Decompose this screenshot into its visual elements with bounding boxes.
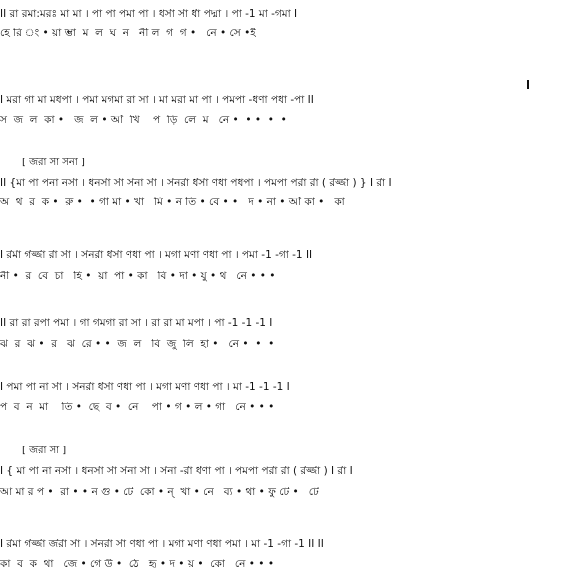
lyric-line-6: প ব ন মা তি • ছে ব • নে পা • গ • ল • গা নে • • • <box>0 402 275 413</box>
notation-line-5: II রা রা রপা পমা । গা গমগা রা সা । রা রা মা মপা । পা -1 -1 -1 I <box>0 318 273 329</box>
lyric-line-4: নী • র বে চা হি • য়া পা • কা বি • দা • যু • থ নে • • • <box>0 271 276 282</box>
notation-line-1: II রা রমা:মরঃ মা মা । পা পা পমা পা । ধর্সা র্সা র্ধা পদ্মা । পা -1 মা -গমা I <box>0 9 298 20</box>
notation-line-2: I মরা গা মা মধপা । পমা মগমা রা সা । মা মরা মা পা । পমপা -ধণা পধা -পা II <box>0 95 314 106</box>
bracket-label-1: [ র্জর্রা র্সা র্সনা ] <box>22 158 85 168</box>
notation-line-6: I পমা পা না র্সা । র্সনর্রা র্ধর্সা ণধা পা । মগা মণা ণধা পা । মা -1 -1 -1 I <box>0 382 290 393</box>
notation-line-4: I র্রর্মা র্গর্জ্জা র্রা র্সা । র্সনর্রা র্ধর্সা ণধা পা । মগা মণা ণধা পা । পমা -1 -গা -1 II <box>0 250 313 261</box>
notation-line-7: I { মা পা না নর্সা । ধনর্সা র্সা র্সনা র্সা । র্সনা -র্রা র্ধণা পা । পমপা পর্রা র্রা ( র্রর্জ্জা ) I র্রা I <box>0 466 353 477</box>
lyric-line-8: কা ব ক থা জে • গে উ • ঠে হৃ • দ • য় • কো নে • • • <box>0 559 275 570</box>
lyric-line-7: আ মা র প • রা • • ন গু • টে কো • ন্ খা • নে ব্য • থা • ফু টে • টে <box>0 487 319 498</box>
lyric-line-5: ঝ র ঝ • র ঝ রে • • জ ল বি জু লি হা • নে • • • <box>0 339 275 350</box>
lyric-line-2: স জ ল কা • জ ল • আঁ খি প ড়ি লে ম নে • • • • • <box>0 115 287 126</box>
tick-mark <box>527 80 529 89</box>
bracket-label-2: [ র্জর্রা র্সা ] <box>22 446 67 456</box>
lyric-line-3: অ থ র ক • রু • • গা মা • খা মি • ন তি • বে • • দ • না • আঁ কা • কা <box>0 197 345 208</box>
notation-line-3: II {মা পা পনা নর্সা । ধনর্সা র্সা র্সনা র্সা । র্সনর্রা র্ধর্সা ণধা পধপা । পমপা পর্রা র্রা ( র্রর্জ্জা ) } I র্রা I <box>0 178 392 189</box>
notation-line-8: I র্রমা র্গর্জ্জা র্জর্রা র্সা । র্সনর্রা র্সা ণধা পা । মগা মণা ণধা পমা । মা -1 -গা -1 II II <box>0 539 324 550</box>
lyric-line-1: হে রি ং • য়া ম্ভা ম ল ঘ ন নী ল গ গ • নে • সে •ই <box>0 28 256 39</box>
